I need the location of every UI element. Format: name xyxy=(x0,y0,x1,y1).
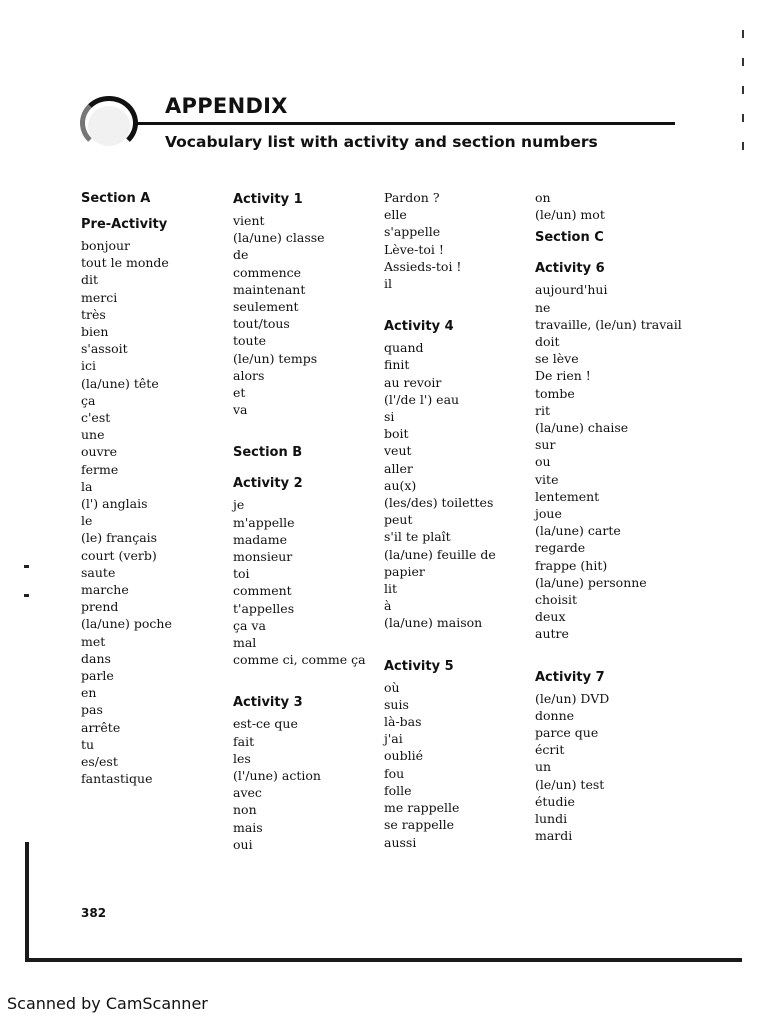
vocab-word: fait xyxy=(233,733,255,749)
title-rule xyxy=(135,122,675,125)
vocab-word: là-bas xyxy=(384,714,422,730)
vocab-word: je xyxy=(233,497,245,513)
vocab-word: pas xyxy=(81,702,103,718)
spacer xyxy=(384,632,544,658)
vocab-word: Lève-toi ! xyxy=(384,241,444,257)
vocab-word: regarde xyxy=(535,540,586,556)
spacer xyxy=(535,246,695,260)
vocab-word: aussi xyxy=(384,834,417,850)
section-heading: Activity 2 xyxy=(233,476,303,492)
spacer xyxy=(233,418,393,444)
spacer xyxy=(233,461,393,475)
vocab-word: commence xyxy=(233,264,302,280)
vocab-word: Pardon ? xyxy=(384,190,440,205)
margin-mark xyxy=(24,594,29,597)
vocab-word: en xyxy=(81,685,97,701)
vocab-word: (l') anglais xyxy=(81,496,148,512)
spacer xyxy=(535,643,695,669)
section-heading: Activity 1 xyxy=(233,192,303,207)
vocab-word: parce que xyxy=(535,725,599,741)
vocab-word: (la/une) carte xyxy=(535,523,621,539)
vocab-word: sur xyxy=(535,437,556,453)
section-heading: Section B xyxy=(233,445,303,461)
vocab-word: tout/tous xyxy=(233,316,290,332)
vocab-word: parle xyxy=(81,668,114,684)
section-heading: Activity 6 xyxy=(535,261,605,277)
vocab-word: s'assoit xyxy=(81,341,128,357)
vocab-word: la xyxy=(81,478,93,494)
section-heading: Section C xyxy=(535,230,604,246)
vocab-word: Assieds-toi ! xyxy=(384,258,462,274)
vocab-word: m'appelle xyxy=(233,514,295,530)
vocab-word: tu xyxy=(81,736,95,752)
page-edge xyxy=(25,842,29,962)
vocab-word: et xyxy=(233,385,246,401)
vocab-word: bien xyxy=(81,324,109,340)
vocab-word: ça xyxy=(81,392,96,408)
scan-watermark: Scanned by CamScanner xyxy=(7,994,208,1013)
vocab-word: (la/une) personne xyxy=(535,574,647,590)
vocab-word: me rappelle xyxy=(384,800,460,816)
vocab-word: aller xyxy=(384,460,413,476)
vocab-word: ouvre xyxy=(81,444,118,460)
page-number: 382 xyxy=(81,906,107,920)
section-heading: Activity 4 xyxy=(384,319,454,335)
vocab-word: (le/un) mot xyxy=(535,207,605,223)
vocab-word: monsieur xyxy=(233,549,293,565)
vocab-word: au revoir xyxy=(384,374,442,390)
vocab-column-1 xyxy=(81,190,241,788)
vocab-word: (la/une) classe xyxy=(233,230,325,246)
vocab-word: marche xyxy=(81,582,129,598)
page-edge xyxy=(26,958,742,962)
section-heading: Section A xyxy=(81,191,151,206)
vocab-word: De rien ! xyxy=(535,368,591,384)
vocab-word: (la/une) chaise xyxy=(535,420,629,436)
vocab-word: prend xyxy=(81,599,119,615)
vocab-word: lit xyxy=(384,581,398,597)
vocab-word: comme ci, comme ça xyxy=(233,652,366,668)
vocab-word: boit xyxy=(384,426,409,442)
vocab-word: (l'/une) action xyxy=(233,768,321,784)
section-heading: Activity 7 xyxy=(535,669,605,685)
vocab-word: quand xyxy=(384,340,424,356)
vocab-word: toute xyxy=(233,333,267,349)
vocab-word: étudie xyxy=(535,793,575,809)
vocab-word: rit xyxy=(535,402,550,418)
vocab-word: choisit xyxy=(535,592,578,608)
spacer xyxy=(384,292,544,318)
vocab-word: écrit xyxy=(535,742,565,758)
vocab-word: au(x) xyxy=(384,477,417,493)
vocab-word: madame xyxy=(233,531,288,547)
vocab-word: très xyxy=(81,306,106,322)
vocab-word: se rappelle xyxy=(384,817,455,833)
vocab-word: (le/un) DVD xyxy=(535,690,610,706)
vocab-word: donne xyxy=(535,707,575,723)
vocab-word: si xyxy=(384,409,395,425)
vocab-word: folle xyxy=(384,782,412,798)
vocab-column-4 xyxy=(535,189,695,845)
vocab-word: mardi xyxy=(535,828,573,844)
vocab-word: suis xyxy=(384,696,409,712)
vocab-column-2 xyxy=(233,191,393,853)
vocab-word: va xyxy=(233,402,248,418)
vocab-word: alors xyxy=(233,367,265,383)
vocab-word: vite xyxy=(535,471,559,487)
vocab-word: deux xyxy=(535,609,566,625)
vocab-word: dans xyxy=(81,650,111,666)
vocab-word: une xyxy=(81,427,105,443)
vocab-word: il xyxy=(384,276,392,292)
vocab-word: dit xyxy=(81,272,99,288)
vocab-word: t'appelles xyxy=(233,600,295,616)
gutter-marks xyxy=(740,30,746,170)
vocab-word: fou xyxy=(384,765,405,781)
vocab-word: finit xyxy=(384,357,410,373)
vocab-word: avec xyxy=(233,785,262,801)
vocab-word: frappe (hit) xyxy=(535,557,608,573)
vocab-word: (le/un) test xyxy=(535,776,605,792)
vocab-word: bonjour xyxy=(81,238,131,253)
vocab-word: saute xyxy=(81,564,116,580)
vocab-word: es/est xyxy=(81,754,118,770)
vocab-word: doit xyxy=(535,334,560,350)
vocab-word: ou xyxy=(535,454,551,470)
vocab-word: mal xyxy=(233,635,257,651)
vocab-word: papier xyxy=(384,563,425,579)
vocab-word: oui xyxy=(233,836,253,852)
vocab-word: c'est xyxy=(81,410,111,426)
vocab-word: tombe xyxy=(535,385,575,401)
vocab-word: les xyxy=(233,750,251,766)
spacer xyxy=(233,668,393,694)
vocab-word: autre xyxy=(535,626,569,642)
vocab-word: aujourd'hui xyxy=(535,282,608,298)
vocab-word: à xyxy=(384,598,392,614)
vocab-word: (l'/de l') eau xyxy=(384,391,460,407)
vocab-word: merci xyxy=(81,289,118,305)
vocab-word: ne xyxy=(535,299,551,315)
vocab-word: peut xyxy=(384,512,413,528)
section-heading: Pre-Activity xyxy=(81,217,168,232)
vocab-word: ferme xyxy=(81,461,119,477)
vocab-word: maintenant xyxy=(233,281,306,297)
vocab-word: veut xyxy=(384,443,412,459)
vocab-word: (les/des) toilettes xyxy=(384,495,494,511)
vocab-word: court (verb) xyxy=(81,547,157,563)
section-heading: Activity 5 xyxy=(384,658,454,674)
vocab-word: où xyxy=(384,679,400,695)
vocab-word: fantastique xyxy=(81,771,153,787)
vocab-word: j'ai xyxy=(384,731,403,747)
vocab-word: de xyxy=(233,247,249,263)
spacer xyxy=(81,207,241,216)
vocab-word: mais xyxy=(233,819,263,835)
vocab-word: s'appelle xyxy=(384,224,441,240)
vocab-word: (la/une) maison xyxy=(384,615,483,631)
vocab-word: (le) français xyxy=(81,530,158,546)
vocab-word: tout le monde xyxy=(81,255,169,271)
vocab-word: ici xyxy=(81,358,96,374)
vocab-word: lundi xyxy=(535,811,568,827)
page-title: APPENDIX xyxy=(165,94,288,118)
vocab-word: non xyxy=(233,802,257,818)
appendix-logo-icon xyxy=(80,96,138,150)
vocab-word: (la/une) feuille de xyxy=(384,546,496,562)
vocab-word: se lève xyxy=(535,351,579,367)
vocab-word: (la/une) poche xyxy=(81,616,172,632)
vocab-word: (la/une) tête xyxy=(81,375,159,391)
vocab-word: lentement xyxy=(535,488,600,504)
vocab-word: oublié xyxy=(384,748,423,764)
vocab-word: met xyxy=(81,633,106,649)
vocab-word: travaille, (le/un) travail xyxy=(535,316,682,332)
vocab-column-3 xyxy=(384,189,544,851)
vocab-word: joue xyxy=(535,506,562,522)
section-heading: Activity 3 xyxy=(233,695,303,711)
margin-mark xyxy=(24,565,29,568)
vocab-word: elle xyxy=(384,207,407,223)
vocab-word: le xyxy=(81,513,93,529)
vocab-word: comment xyxy=(233,583,292,599)
vocab-word: on xyxy=(535,190,551,205)
page-subtitle: Vocabulary list with activity and section numbers xyxy=(165,133,598,151)
vocab-word: vient xyxy=(233,213,265,228)
vocab-word: un xyxy=(535,759,552,775)
vocab-word: toi xyxy=(233,566,250,582)
vocab-word: arrête xyxy=(81,719,121,735)
vocab-word: s'il te plaît xyxy=(384,529,451,545)
vocab-word: (le/un) temps xyxy=(233,350,318,366)
vocab-word: ça va xyxy=(233,617,266,633)
vocab-word: est-ce que xyxy=(233,716,298,732)
vocab-word: seulement xyxy=(233,299,299,315)
